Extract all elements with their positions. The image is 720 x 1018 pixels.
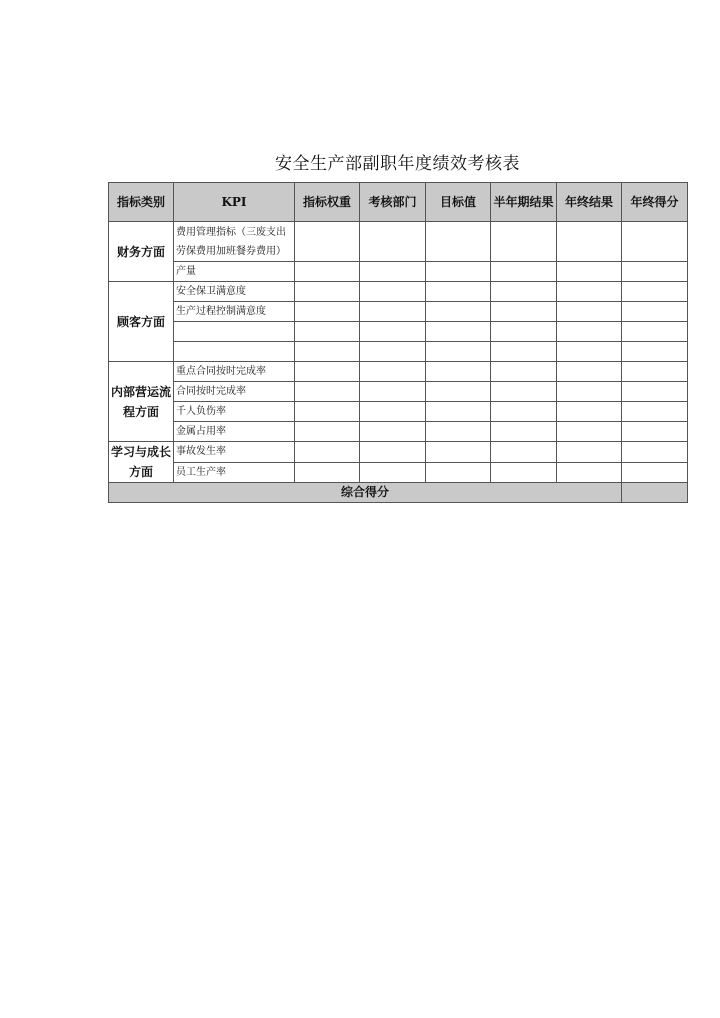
target-cell[interactable] [426,282,491,302]
year-result-cell[interactable] [557,362,622,382]
target-cell[interactable] [426,302,491,322]
dept-cell[interactable] [360,382,426,402]
table-row [109,442,688,463]
table-row [109,262,688,282]
year-score-cell[interactable] [622,462,688,483]
weight-cell[interactable] [295,322,360,342]
year-score-cell[interactable] [622,442,688,463]
weight-cell[interactable] [295,462,360,483]
year-result-cell[interactable] [557,402,622,422]
kpi-cell: 合同按时完成率 [174,382,295,402]
year-score-cell[interactable] [622,322,688,342]
table-row [109,222,688,262]
dept-cell[interactable] [360,362,426,382]
table-header-row [109,183,688,222]
target-cell[interactable] [426,402,491,422]
total-score-cell[interactable] [622,483,688,503]
category-cell: 学习与成长方面 [109,442,174,483]
kpi-cell[interactable] [174,322,295,342]
kpi-cell: 重点合同按时完成率 [174,362,295,382]
table-row [109,402,688,422]
half-year-cell[interactable] [491,362,557,382]
year-result-cell[interactable] [557,342,622,362]
header-category: 指标类别 [109,183,174,222]
target-cell[interactable] [426,382,491,402]
header-weight: 指标权重 [295,183,360,222]
dept-cell[interactable] [360,342,426,362]
header-kpi: KPI [174,183,295,222]
weight-cell[interactable] [295,222,360,262]
dept-cell[interactable] [360,422,426,442]
year-score-cell[interactable] [622,342,688,362]
half-year-cell[interactable] [491,422,557,442]
year-result-cell[interactable] [557,262,622,282]
target-cell[interactable] [426,262,491,282]
table-row [109,362,688,382]
kpi-cell: 事故发生率 [174,442,295,463]
page-title: 安全生产部副职年度绩效考核表 [275,154,520,174]
category-cell: 内部营运流程方面 [109,362,174,442]
half-year-cell[interactable] [491,262,557,282]
header-target: 目标值 [426,183,491,222]
half-year-cell[interactable] [491,222,557,262]
half-year-cell[interactable] [491,462,557,483]
table-row [109,382,688,402]
dept-cell[interactable] [360,282,426,302]
year-result-cell[interactable] [557,282,622,302]
dept-cell[interactable] [360,302,426,322]
year-result-cell[interactable] [557,222,622,262]
target-cell[interactable] [426,322,491,342]
header-half-year: 半年期结果 [491,183,557,222]
year-result-cell[interactable] [557,382,622,402]
weight-cell[interactable] [295,342,360,362]
half-year-cell[interactable] [491,322,557,342]
kpi-cell[interactable] [174,342,295,362]
year-score-cell[interactable] [622,262,688,282]
year-result-cell[interactable] [557,322,622,342]
total-row [109,483,688,503]
year-result-cell[interactable] [557,462,622,483]
kpi-cell: 安全保卫满意度 [174,282,295,302]
weight-cell[interactable] [295,422,360,442]
year-result-cell[interactable] [557,302,622,322]
dept-cell[interactable] [360,462,426,483]
kpi-cell: 费用管理指标（三废支出劳保费用加班餐券费用） [174,222,295,262]
category-cell: 顾客方面 [109,282,174,362]
dept-cell[interactable] [360,442,426,463]
year-score-cell[interactable] [622,362,688,382]
kpi-cell: 产量 [174,262,295,282]
weight-cell[interactable] [295,402,360,422]
target-cell[interactable] [426,442,491,463]
weight-cell[interactable] [295,302,360,322]
header-year-score: 年终得分 [622,183,688,222]
target-cell[interactable] [426,362,491,382]
weight-cell[interactable] [295,262,360,282]
table-row [109,322,688,342]
dept-cell[interactable] [360,262,426,282]
year-score-cell[interactable] [622,222,688,262]
year-result-cell[interactable] [557,442,622,463]
target-cell[interactable] [426,422,491,442]
category-cell: 财务方面 [109,222,174,282]
year-score-cell[interactable] [622,422,688,442]
dept-cell[interactable] [360,322,426,342]
kpi-cell: 千人负伤率 [174,402,295,422]
table-row [109,342,688,362]
half-year-cell[interactable] [491,342,557,362]
table-row [109,422,688,442]
weight-cell[interactable] [295,282,360,302]
half-year-cell[interactable] [491,442,557,463]
table-row [109,282,688,302]
year-result-cell[interactable] [557,422,622,442]
dept-cell[interactable] [360,222,426,262]
half-year-cell[interactable] [491,402,557,422]
weight-cell[interactable] [295,442,360,463]
year-score-cell[interactable] [622,282,688,302]
dept-cell[interactable] [360,402,426,422]
weight-cell[interactable] [295,362,360,382]
year-score-cell[interactable] [622,402,688,422]
kpi-cell: 金属占用率 [174,422,295,442]
half-year-cell[interactable] [491,282,557,302]
target-cell[interactable] [426,462,491,483]
header-dept: 考核部门 [360,183,426,222]
target-cell[interactable] [426,342,491,362]
table-row [109,462,688,483]
total-label: 综合得分 [109,483,622,503]
kpi-table [108,182,688,503]
half-year-cell[interactable] [491,302,557,322]
year-score-cell[interactable] [622,382,688,402]
kpi-cell: 员工生产率 [174,462,295,483]
weight-cell[interactable] [295,382,360,402]
target-cell[interactable] [426,222,491,262]
half-year-cell[interactable] [491,382,557,402]
header-year-result: 年终结果 [557,183,622,222]
kpi-cell: 生产过程控制满意度 [174,302,295,322]
table-row [109,302,688,322]
year-score-cell[interactable] [622,302,688,322]
